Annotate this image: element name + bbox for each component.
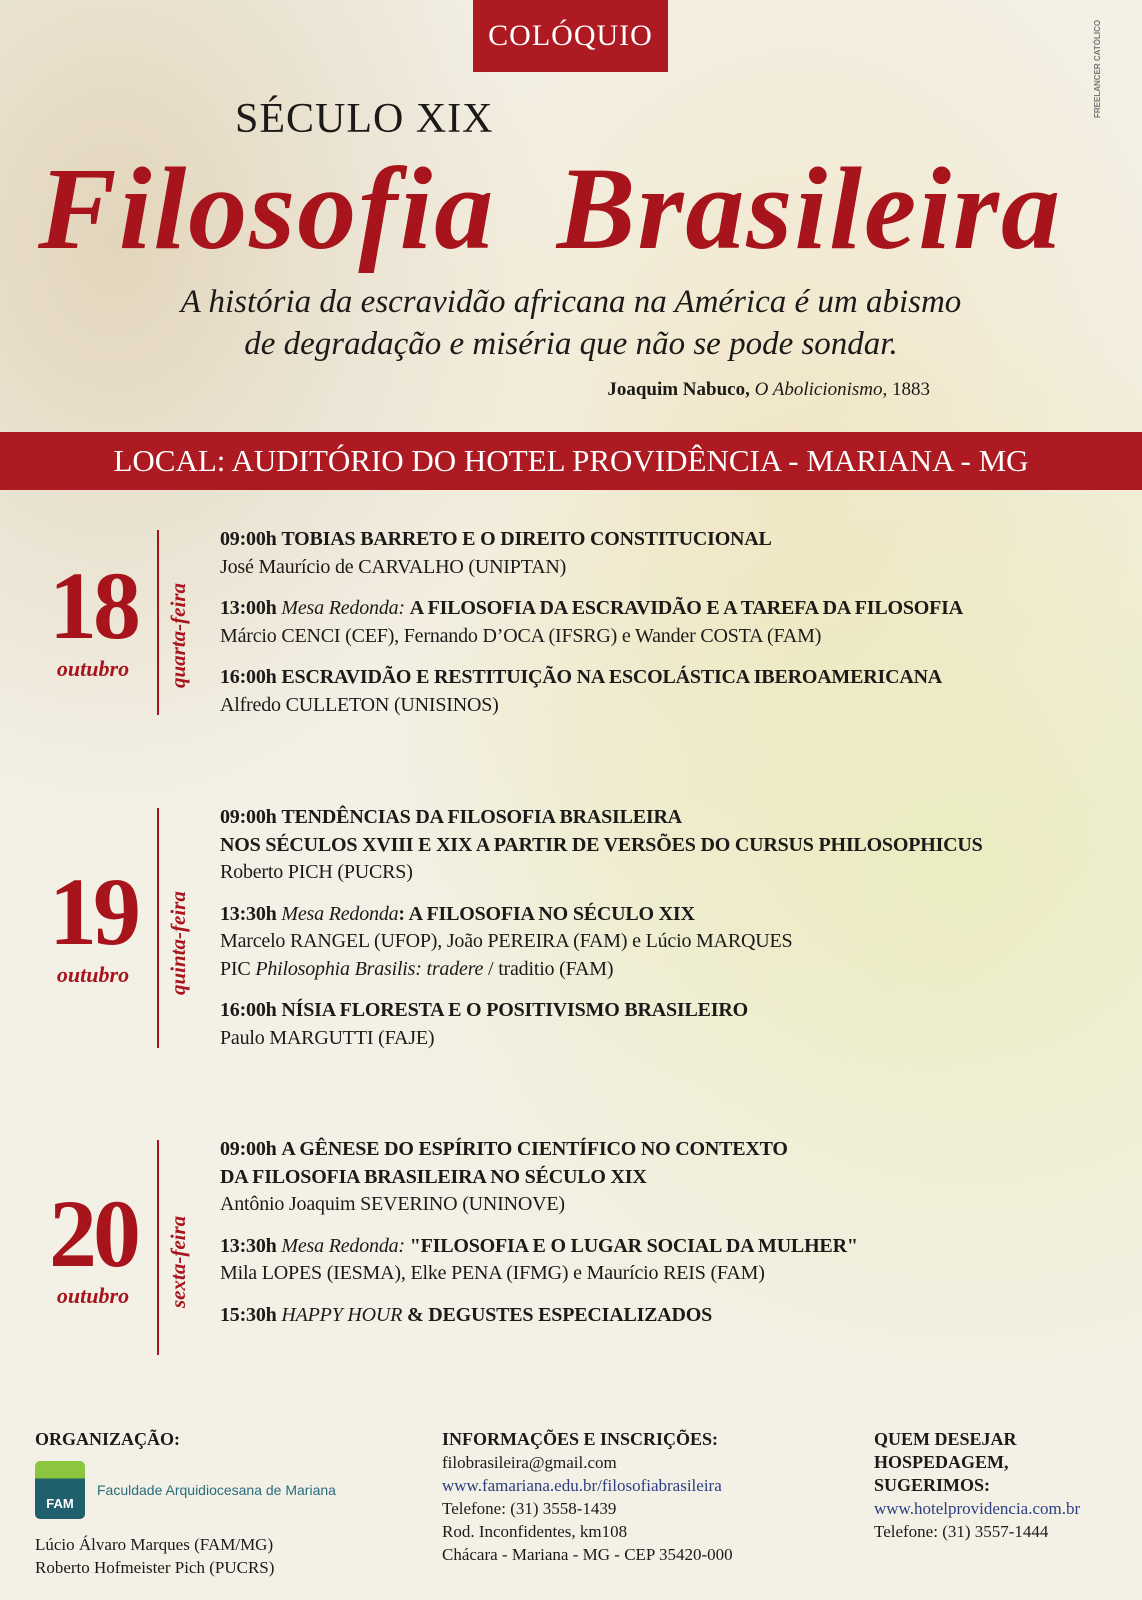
lodging [874, 1428, 1080, 1543]
org-heading: ORGANIZAÇÃO: [35, 1429, 181, 1449]
main-title: Filosofia Brasileira [38, 143, 1062, 274]
phone: Telefone: (31) 3558-1439 [442, 1499, 617, 1518]
event: 09:00h A GÊNESE DO ESPÍRITO CIENTÍFICO NO CONTEXTO DA FILOSOFIA BRASILEIRA NO SÉCULO XIX Antônio Joaquim SEVERINO (UNINOVE) [220, 1138, 788, 1215]
lodging-heading: HOSPEDAGEM, [874, 1452, 1009, 1472]
event: 13:30h Mesa Redonda: "FILOSOFIA E O LUGAR SOCIAL DA MULHER" Mila LOPES (IESMA), Elke PENA (IFMG) e Maurício REIS (FAM) [220, 1234, 858, 1284]
weekday: sexta-feira [166, 1215, 190, 1308]
day-events [220, 804, 1135, 1066]
event: 13:30h Mesa Redonda: A FILOSOFIA NO SÉCULO XIX Marcelo RANGEL (UFOP), João PEREIRA (FAM) e Lúcio MARQUES PIC Philosophia Brasilis: tradere / traditio (FAM) [220, 902, 793, 980]
quote-year: , 1883 [882, 379, 930, 400]
organization [35, 1428, 415, 1579]
hotel-link[interactable]: www.hotelprovidencia.com.br [874, 1499, 1081, 1518]
event: 09:00h TOBIAS BARRETO E O DIREITO CONSTITUCIONAL José Maurício de CARVALHO (UNIPTAN) [220, 528, 772, 578]
event: 16:00h ESCRAVIDÃO E RESTITUIÇÃO NA ESCOLÁSTICA IBEROAMERICANA Alfredo CULLETON (UNISINOS) [220, 666, 943, 716]
event: 09:00h TENDÊNCIAS DA FILOSOFIA BRASILEIRA NOS SÉCULOS XVIII E XIX A PARTIR DE VERSÕES DO CURSUS PHILOSOPHICUS Roberto PICH (PUCRS) [220, 806, 983, 883]
location-banner: LOCAL: AUDITÓRIO DO HOTEL PROVIDÊNCIA - MARIANA - MG [0, 432, 1142, 490]
quote-work: O Abolicionismo [754, 379, 883, 400]
event: 13:00h Mesa Redonda: A FILOSOFIA DA ESCRAVIDÃO E A TAREFA DA FILOSOFIA Márcio CENCI (CEF), Fernando D’OCA (IFSRG) e Wander COSTA (FAM) [220, 597, 963, 647]
info-link[interactable]: www.famariana.edu.br/filosofiabrasileira [442, 1476, 722, 1495]
divider [157, 808, 159, 1048]
organizer: Lúcio Álvaro Marques (FAM/MG) [35, 1535, 274, 1554]
email[interactable]: filobrasileira@gmail.com [442, 1453, 617, 1472]
lodging-heading: SUGERIMOS: [874, 1475, 991, 1495]
hotel-phone: Telefone: (31) 3557-1444 [874, 1522, 1049, 1541]
divider [157, 1140, 159, 1355]
day-number: 20 [49, 1180, 137, 1287]
address: Rod. Inconfidentes, km108 [442, 1522, 628, 1541]
event: 15:30h HAPPY HOUR & DEGUSTES ESPECIALIZADOS [220, 1303, 713, 1326]
coloquio-badge: COLÓQUIO [473, 0, 668, 72]
institution-name: Faculdade Arquidiocesana de Mariana [97, 1481, 336, 1498]
day-number: 18 [49, 552, 137, 659]
quote-author: Joaquim Nabuco, [607, 379, 750, 400]
weekday: quarta-feira [166, 583, 190, 688]
quote-line-1: A história da escravidão africana na América é um abismo [180, 284, 962, 320]
day-events [220, 1136, 1135, 1343]
day-number: 19 [49, 858, 137, 965]
quote-line-2: de degradação e miséria que não se pode sondar. [244, 326, 898, 362]
day-events [220, 526, 1135, 733]
day-month: outubro [56, 962, 130, 987]
side-credit: FREELANCER CATÓLICO [1093, 19, 1102, 118]
fam-logo [35, 1461, 415, 1519]
info [442, 1428, 733, 1566]
info-heading: INFORMAÇÕES E INSCRIÇÕES: [442, 1429, 719, 1449]
address: Chácara - Mariana - MG - CEP 35420-000 [442, 1545, 733, 1564]
event: 16:00h NÍSIA FLORESTA E O POSITIVISMO BRASILEIRO Paulo MARGUTTI (FAJE) [220, 999, 748, 1049]
fam-logo-icon: FAM [35, 1461, 85, 1519]
quote-attribution [607, 378, 930, 402]
subtitle: SÉCULO XIX [235, 96, 494, 142]
day-month: outubro [56, 1283, 130, 1308]
weekday: quinta-feira [166, 891, 190, 995]
divider [157, 530, 159, 715]
organizer: Roberto Hofmeister Pich (PUCRS) [35, 1558, 275, 1577]
day-month: outubro [56, 656, 130, 681]
lodging-heading: QUEM DESEJAR [874, 1429, 1017, 1449]
